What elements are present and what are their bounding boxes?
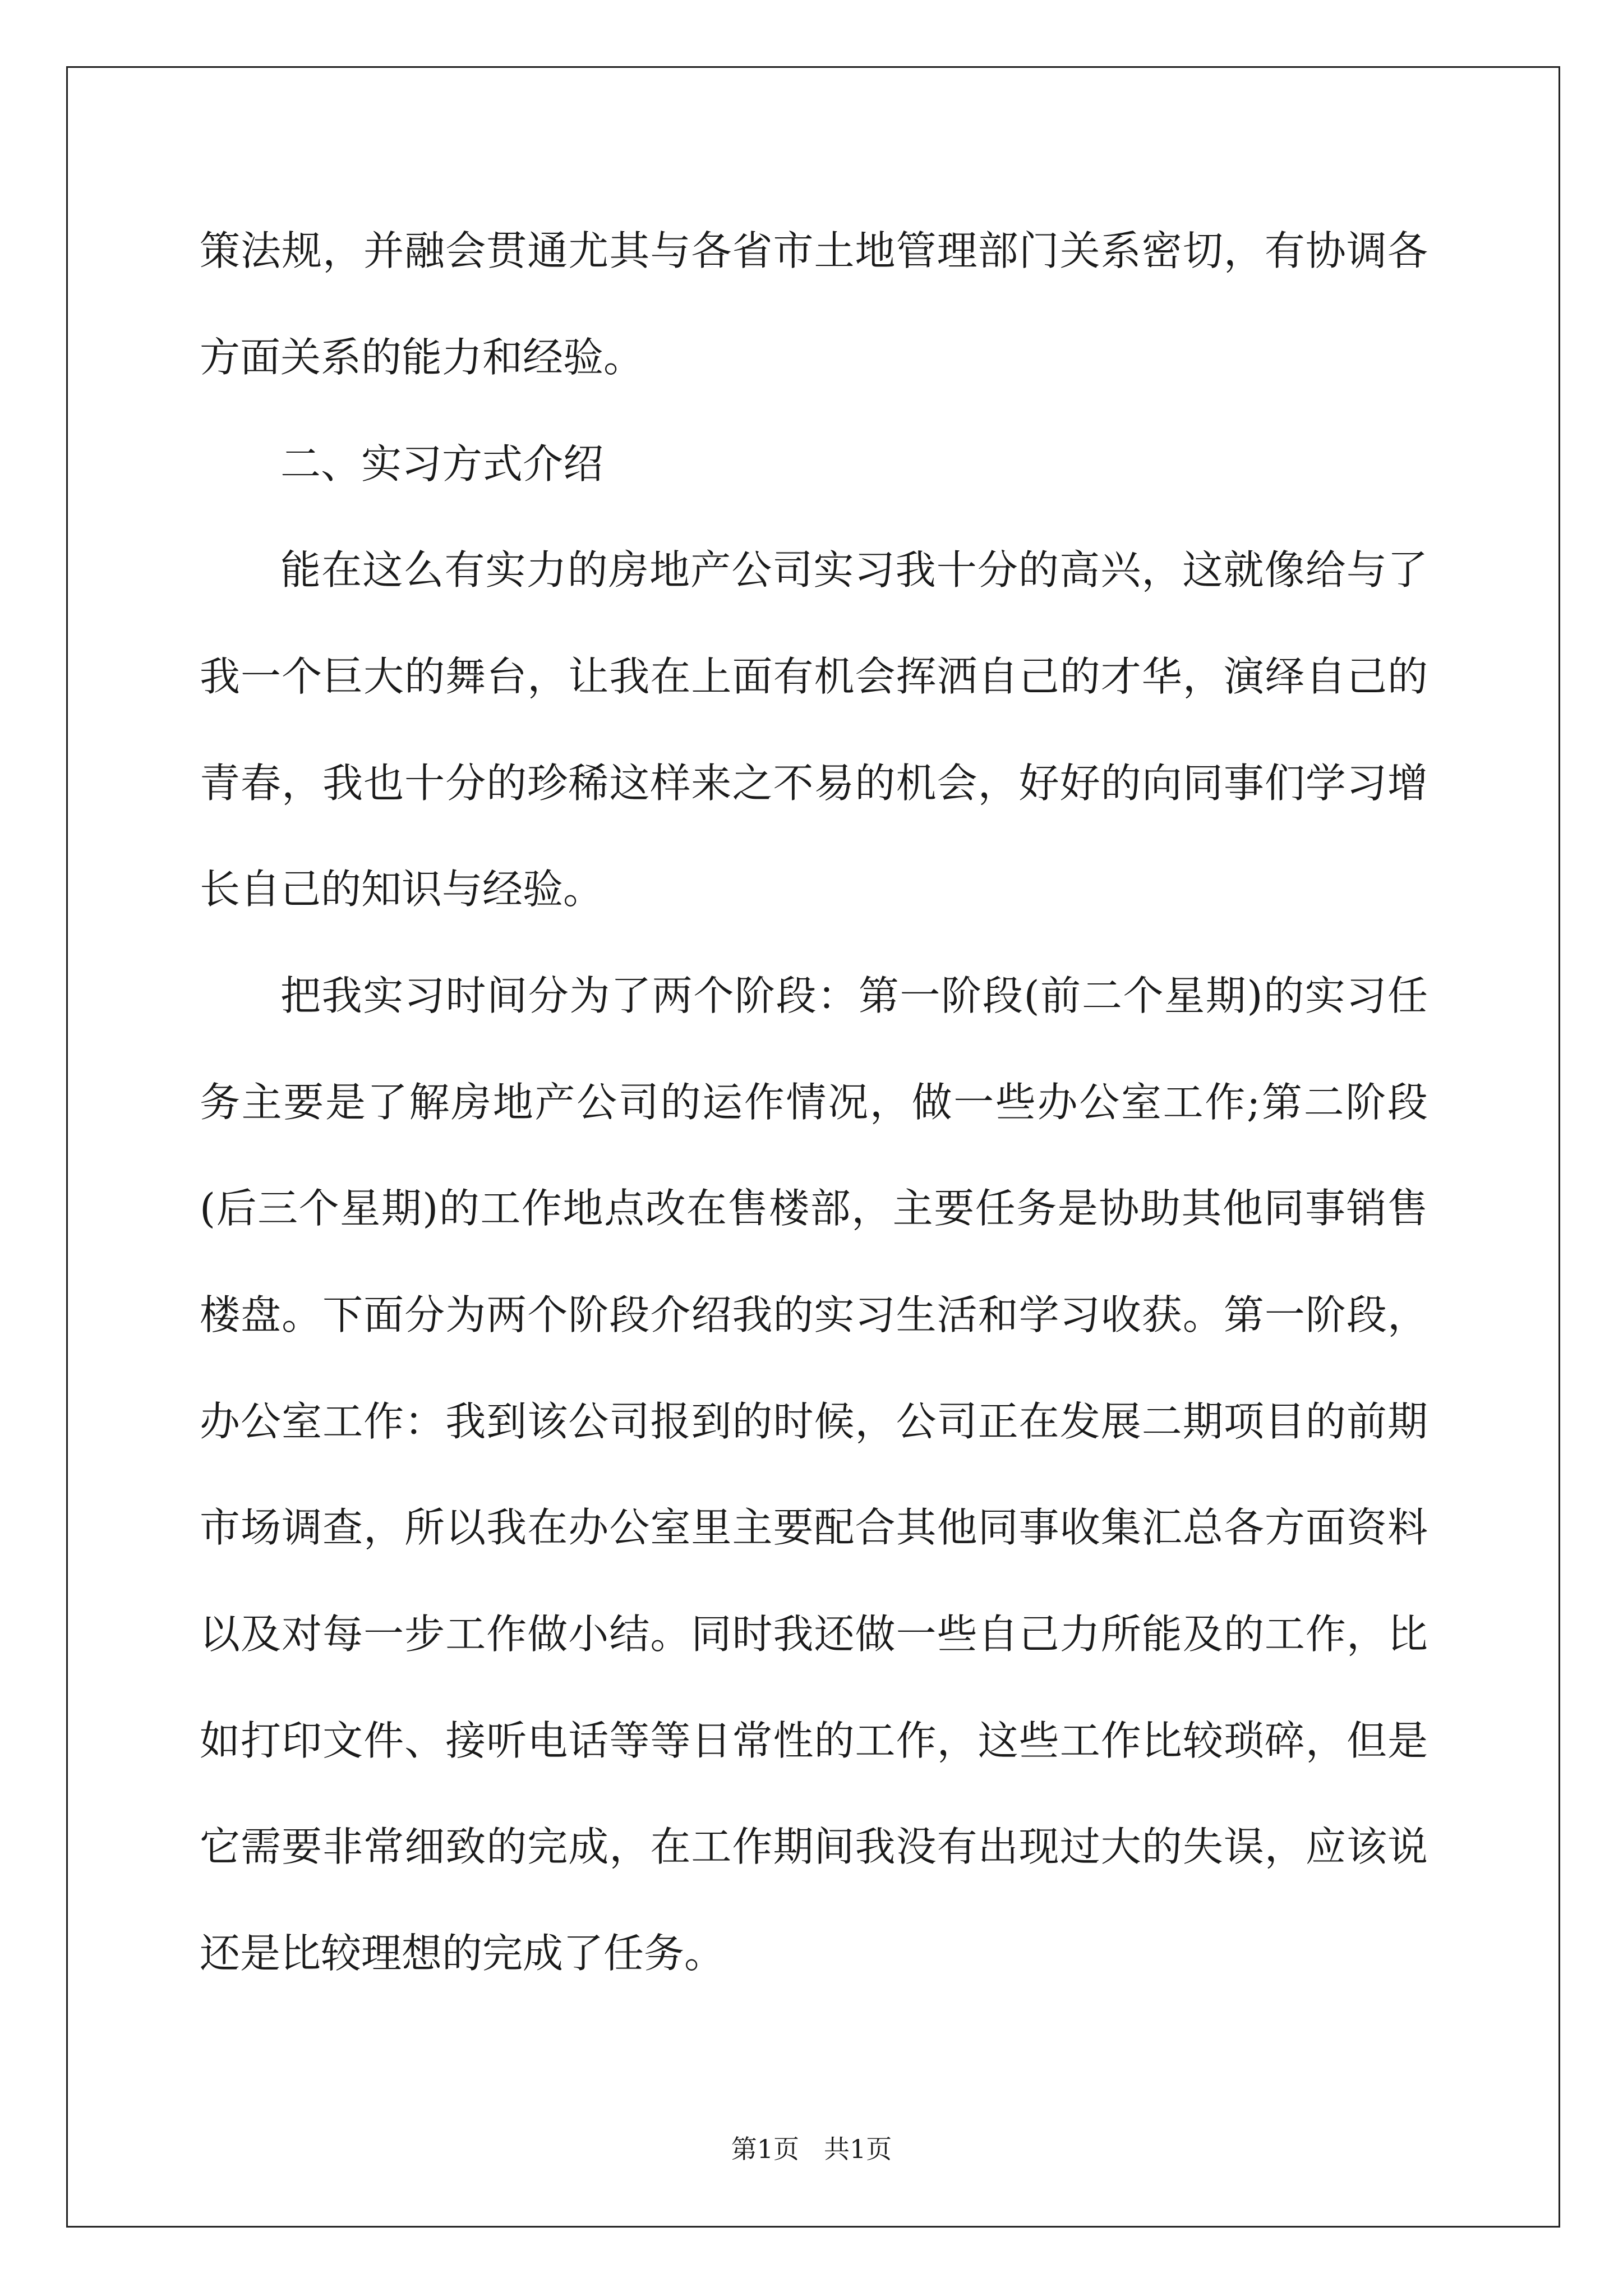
page-footer xyxy=(0,2132,1623,2166)
text-line: 楼盘。下面分为两个阶段介绍我的实习生活和学习收获。第一阶段， xyxy=(200,1291,1428,1338)
text-line: 我一个巨大的舞台，让我在上面有机会挥洒自己的才华，演绎自己的 xyxy=(200,653,1428,700)
text-line: 策法规，并融会贯通尤其与各省市土地管理部门关系密切，有协调各 xyxy=(200,227,1428,274)
page-number: 第1页 xyxy=(731,2134,799,2164)
text-line: 以及对每一步工作做小结。同时我还做一些自己力所能及的工作，比 xyxy=(200,1611,1428,1658)
text-line: 能在这么有实力的房地产公司实习我十分的高兴，这就像给与了 xyxy=(280,546,1428,593)
text-line: 市场调查，所以我在办公室里主要配合其他同事收集汇总各方面资料 xyxy=(200,1504,1428,1551)
text-line: 办公室工作：我到该公司报到的时候，公司正在发展二期项目的前期 xyxy=(200,1398,1428,1445)
text-line: 把我实习时间分为了两个阶段：第一阶段(前二个星期)的实习任 xyxy=(280,972,1428,1019)
text-line: 长自己的知识与经验。 xyxy=(200,866,604,913)
text-line: 青春，我也十分的珍稀这样来之不易的机会，好好的向同事们学习增 xyxy=(200,760,1428,807)
text-line: (后三个星期)的工作地点改在售楼部，主要任务是协助其他同事销售 xyxy=(200,1185,1428,1232)
section-heading: 二、实习方式介绍 xyxy=(280,440,604,487)
text-line: 方面关系的能力和经验。 xyxy=(200,334,644,381)
page-total: 共1页 xyxy=(824,2134,892,2164)
text-line: 还是比较理想的完成了任务。 xyxy=(200,1930,725,1977)
text-line: 它需要非常细致的完成，在工作期间我没有出现过大的失误，应该说 xyxy=(200,1823,1428,1870)
text-line: 如打印文件、接听电话等等日常性的工作，这些工作比较琐碎，但是 xyxy=(200,1717,1428,1764)
text-line: 务主要是了解房地产公司的运作情况，做一些办公室工作;第二阶段 xyxy=(200,1079,1428,1126)
